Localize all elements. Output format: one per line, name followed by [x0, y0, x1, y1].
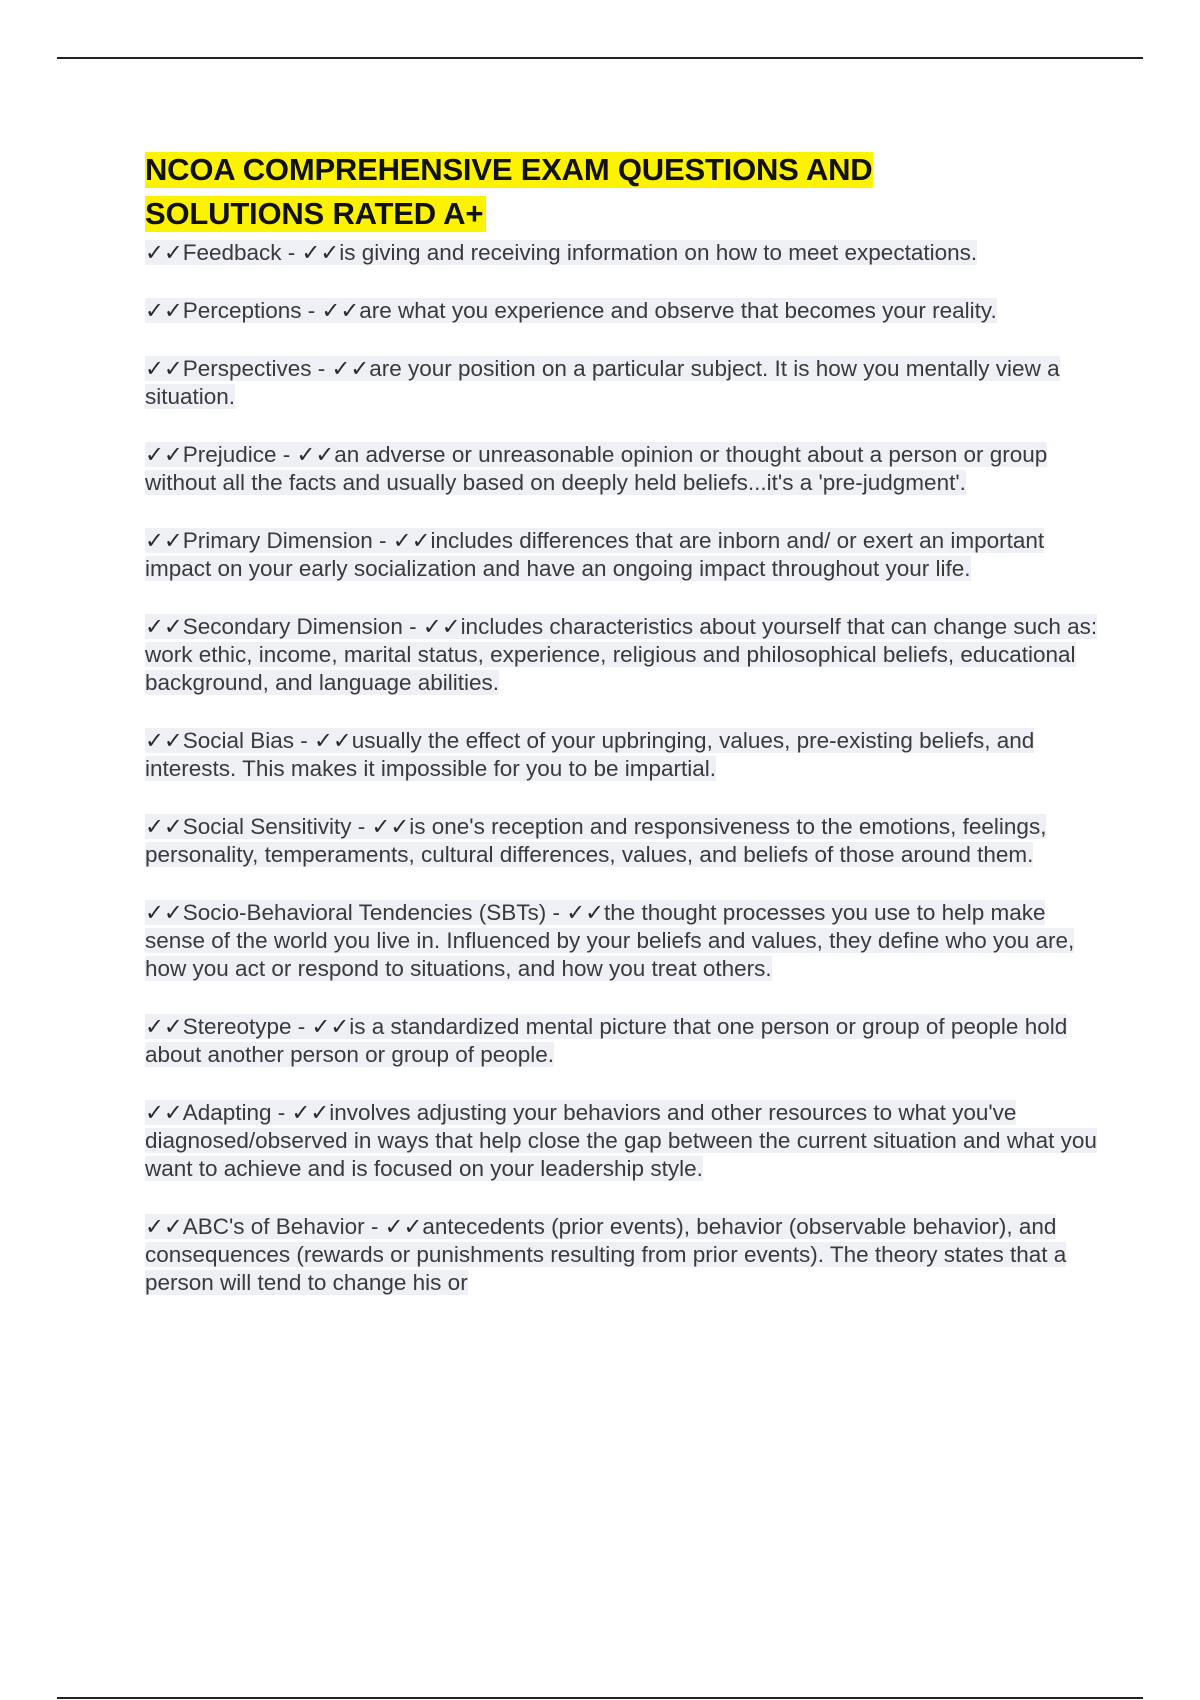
entry-term: Socio-Behavioral Tendencies (SBTs) — [182, 900, 547, 925]
flashcard-entry — [145, 297, 1100, 325]
entry-text: ✓✓Perceptions - ✓✓are what you experience and observe that becomes your reality. — [145, 298, 997, 323]
entry-definition: usually the effect of your upbringing, values, pre-existing beliefs, and interests. This makes it impossible for you to be impartial. — [145, 728, 1035, 781]
check-mark-icon: ✓✓ — [145, 240, 183, 265]
entry-text: ✓✓Social Sensitivity - ✓✓is one's reception and responsiveness to the emotions, feelings, personality, temperaments, cultural differences, values, and beliefs of those around them. — [145, 814, 1047, 867]
entry-definition: is giving and receiving information on how to meet expectations. — [339, 240, 978, 265]
flashcard-entry — [145, 813, 1100, 869]
entry-text: ✓✓Primary Dimension - ✓✓includes differences that are inborn and/ or exert an important impact on your early socialization and have an ongoing impact throughout your life. — [145, 528, 1045, 581]
check-mark-icon: ✓✓ — [291, 1100, 330, 1125]
flashcard-entry — [145, 1099, 1100, 1183]
check-mark-icon: ✓✓ — [145, 1014, 183, 1039]
check-mark-icon: ✓✓ — [145, 298, 183, 323]
entry-definition: is one's reception and responsiveness to the emotions, feelings, personality, temperaments, cultural differences, values, and beliefs of those around them. — [145, 814, 1047, 867]
entry-definition: an adverse or unreasonable opinion or thought about a person or group without all the facts and usually based on deeply held beliefs...it's a 'pre-judgment'. — [145, 442, 1048, 495]
flashcard-entry — [145, 355, 1100, 411]
entry-definition: antecedents (prior events), behavior (observable behavior), and consequences (rewards or punishments resulting from prior events). The theory states that a person will tend to change his or — [145, 1214, 1067, 1295]
entry-text: ✓✓Socio-Behavioral Tendencies (SBTs) - ✓✓the thought processes you use to help make sense of the world you live in. Influenced by your beliefs and values, they define who you are, how you act or respond to situations, and how you treat others. — [145, 900, 1075, 981]
flashcard-entry — [145, 441, 1100, 497]
check-mark-icon: ✓✓ — [145, 814, 183, 839]
check-mark-icon: ✓✓ — [566, 900, 604, 925]
entry-text: ✓✓Social Bias - ✓✓usually the effect of your upbringing, values, pre-existing beliefs, and interests. This makes it impossible for you to be impartial. — [145, 728, 1035, 781]
entry-text: ✓✓Perspectives - ✓✓are your position on a particular subject. It is how you mentally view a situation. — [145, 356, 1060, 409]
flashcard-entry — [145, 1013, 1100, 1069]
entry-term: ABC's of Behavior — [182, 1214, 365, 1239]
entry-term: Secondary Dimension — [182, 614, 403, 639]
check-mark-icon: ✓✓ — [145, 528, 183, 553]
entry-term: Feedback — [182, 240, 282, 265]
entry-definition: are what you experience and observe that becomes your reality. — [359, 298, 997, 323]
footer-rule — [57, 1697, 1143, 1699]
entry-term: Prejudice — [182, 442, 277, 467]
check-mark-icon: ✓✓ — [331, 356, 370, 381]
entry-term: Primary Dimension — [182, 528, 373, 553]
check-mark-icon: ✓✓ — [145, 614, 183, 639]
document-title — [145, 148, 925, 236]
flashcard-entry — [145, 727, 1100, 783]
entry-term: Social Sensitivity — [182, 814, 352, 839]
entry-term: Perceptions — [182, 298, 302, 323]
check-mark-icon: ✓✓ — [384, 1214, 423, 1239]
check-mark-icon: ✓✓ — [296, 442, 335, 467]
entry-definition: involves adjusting your behaviors and other resources to what you've diagnosed/observed in ways that help close the gap between the current situation and what you want to achieve and is focused on your leadership style. — [145, 1100, 1097, 1181]
check-mark-icon: ✓✓ — [145, 1100, 183, 1125]
check-mark-icon: ✓✓ — [145, 728, 183, 753]
entry-text: ✓✓Secondary Dimension - ✓✓includes characteristics about yourself that can change such as: work ethic, income, marital status, experience, religious and philosophical beliefs, educational background, and language abilities. — [145, 614, 1098, 695]
entry-definition: are your position on a particular subject. It is how you mentally view a situation. — [145, 356, 1060, 409]
entry-term: Stereotype — [182, 1014, 292, 1039]
check-mark-icon: ✓✓ — [145, 442, 183, 467]
check-mark-icon: ✓✓ — [145, 356, 183, 381]
entry-text: ✓✓Stereotype - ✓✓is a standardized mental picture that one person or group of people hold about another person or group of people. — [145, 1014, 1068, 1067]
flashcard-entry — [145, 239, 1100, 267]
check-mark-icon: ✓✓ — [371, 814, 410, 839]
flashcard-entry — [145, 899, 1100, 983]
entry-definition: the thought processes you use to help make sense of the world you live in. Influenced by your beliefs and values, they define who you are, how you act or respond to situations, and how you treat others. — [145, 900, 1075, 981]
check-mark-icon: ✓✓ — [392, 528, 431, 553]
entry-definition: is a standardized mental picture that one person or group of people hold about another person or group of people. — [145, 1014, 1068, 1067]
flashcard-entry — [145, 527, 1100, 583]
entry-text: ✓✓Adapting - ✓✓involves adjusting your behaviors and other resources to what you've diagnosed/observed in ways that help close the gap between the current situation and what you want to achieve and is focused on your leadership style. — [145, 1100, 1097, 1181]
document-body — [145, 148, 1100, 1327]
flashcard-entry — [145, 1213, 1100, 1297]
check-mark-icon: ✓✓ — [145, 900, 183, 925]
flashcard-entry — [145, 613, 1100, 697]
check-mark-icon: ✓✓ — [422, 614, 461, 639]
entry-list — [145, 239, 1100, 1297]
check-mark-icon: ✓✓ — [311, 1014, 350, 1039]
check-mark-icon: ✓✓ — [145, 1214, 183, 1239]
entry-text: ✓✓Prejudice - ✓✓an adverse or unreasonable opinion or thought about a person or group without all the facts and usually based on deeply held beliefs...it's a 'pre-judgment'. — [145, 442, 1048, 495]
entry-text: ✓✓ABC's of Behavior - ✓✓antecedents (prior events), behavior (observable behavior), and consequences (rewards or punishments resulting from prior events). The theory states that a person will tend to change his or — [145, 1214, 1067, 1295]
entry-definition: includes differences that are inborn and/ or exert an important impact on your early socialization and have an ongoing impact throughout your life. — [145, 528, 1045, 581]
entry-term: Adapting — [182, 1100, 272, 1125]
entry-definition: includes characteristics about yourself that can change such as: work ethic, income, marital status, experience, religious and philosophical beliefs, educational background, and language abilities. — [145, 614, 1098, 695]
header-rule — [57, 57, 1143, 59]
title-highlight: NCOA COMPREHENSIVE EXAM QUESTIONS AND SOLUTIONS RATED A+ — [145, 152, 873, 231]
check-mark-icon: ✓✓ — [301, 240, 340, 265]
entry-term: Perspectives — [182, 356, 312, 381]
check-mark-icon: ✓✓ — [314, 728, 352, 753]
entry-term: Social Bias — [182, 728, 295, 753]
check-mark-icon: ✓✓ — [321, 298, 360, 323]
entry-text: ✓✓Feedback - ✓✓is giving and receiving information on how to meet expectations. — [145, 240, 978, 265]
